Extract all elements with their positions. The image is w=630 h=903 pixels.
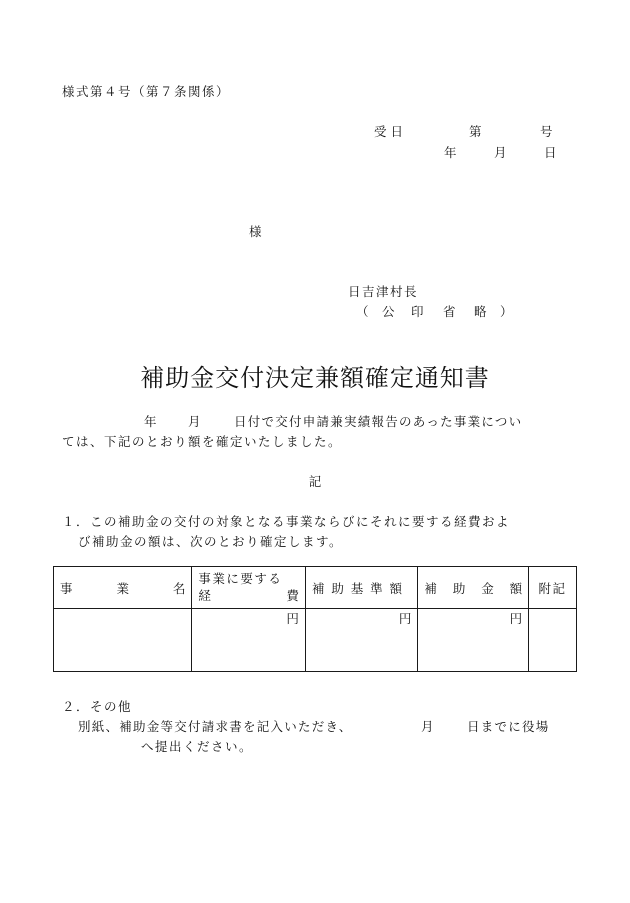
cell-grant-amount-unit: 円 [418,609,529,672]
cell-project-cost-unit: 円 [192,609,306,672]
item2-line-2: へ提出ください。 [141,739,254,754]
body-rest: 日付で交付申請兼実績報告のあった事業につい [234,414,523,429]
header-cost-char-1: 経 [198,587,211,603]
seal-open-paren: （ [356,304,369,319]
seal-char-1: 公 [382,304,395,319]
seal-char-2: 印 [411,304,424,319]
cell-project-name [54,609,192,672]
header-cost-line-1: 事業に要する [198,570,283,586]
item2-line1-a: 別紙、補助金等交付請求書を記入いただき、 [78,719,353,734]
header-name-char-2: 業 [116,580,129,596]
header-cost-char-2: 費 [286,587,299,603]
header-grant-char-4: 額 [509,580,523,596]
budget-table [53,566,577,672]
item2-line1-c: 日までに役場 [467,719,550,734]
body-paragraph-line-2: ては、下記のとおり額を確定いたしました。 [62,434,343,449]
body-month: 月 [188,414,201,429]
table-row [54,609,577,672]
receipt-dai: 第 [469,124,482,139]
header-note: 附記 [529,567,577,609]
cell-note [529,609,577,672]
header-base-amount: 補助基準額 [305,567,417,609]
item1-line-2: び補助金の額は、次のとおり確定します。 [78,534,344,549]
addressee-suffix: 様 [249,224,262,239]
body-year: 年 [144,414,157,429]
cell-base-amount-unit: 円 [305,609,417,672]
item2-line1-month: 月 [421,719,434,734]
document-title: 補助金交付決定兼額確定通知書 [140,364,490,392]
ki-heading: 記 [308,474,322,489]
receipt-year: 年 [444,145,457,160]
issuer-name: 日吉津村長 [348,284,419,299]
item1-line-1: １．この補助金の交付の対象となる事業ならびにそれに要する経費およ [62,514,511,529]
header-project-name [54,567,192,609]
receipt-label: 受 日 [374,124,403,139]
header-project-cost [192,567,306,609]
header-grant-char-3: 金 [481,580,494,596]
header-name-char-1: 事 [60,580,73,596]
receipt-go: 号 [540,124,553,139]
header-grant-char-1: 補 [424,580,437,596]
seal-close-paren: ） [500,304,513,319]
seal-char-4: 略 [474,304,487,319]
header-name-char-3: 名 [172,580,186,596]
receipt-day: 日 [544,145,557,160]
form-number: 様式第４号（第７条関係） [62,84,231,99]
item2-title: ２．その他 [62,699,133,714]
header-grant-char-2: 助 [452,580,466,596]
seal-char-3: 省 [443,304,456,319]
header-grant-amount [418,567,529,609]
receipt-month: 月 [494,145,507,160]
table-header-row [54,567,577,609]
